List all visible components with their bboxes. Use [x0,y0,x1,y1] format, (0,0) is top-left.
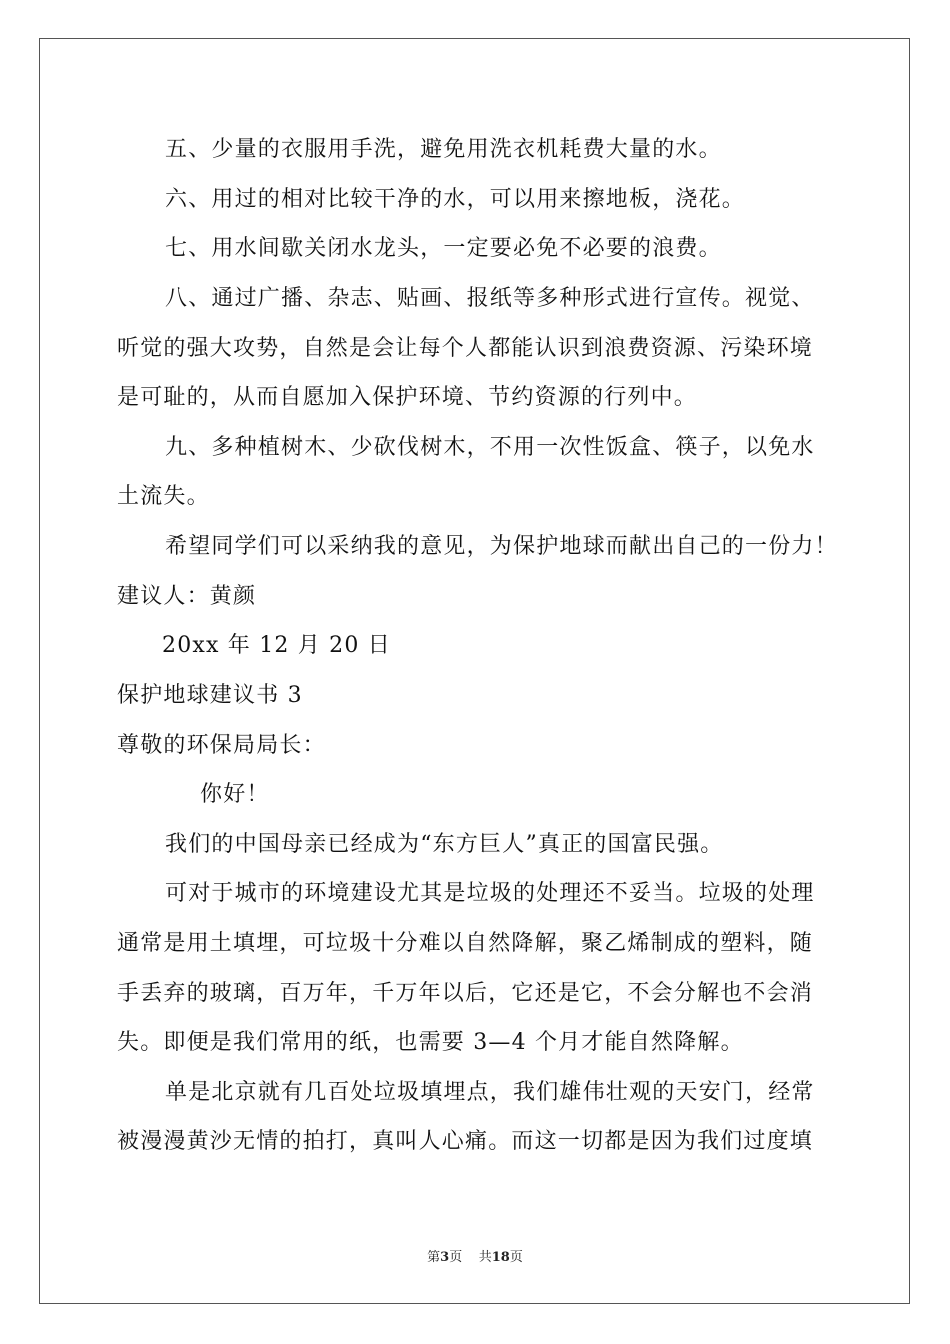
total-prefix: 共 [478,1250,492,1265]
paragraph-line: 我们的中国母亲已经成为“东方巨人”真正的国富民强。 [165,832,724,857]
page-number: 3 [440,1250,450,1265]
paragraph-line: 失。即便是我们常用的纸，也需要 3—4 个月才能自然降解。 [117,1030,744,1055]
paragraph-line: 手丢弃的玻璃，百万年，千万年以后，它还是它，不会分解也不会消 [117,981,814,1006]
paragraph-line: 七、用水间歇关闭水龙头，一定要必免不必要的浪费。 [165,236,722,261]
date-line: 20xx 年 12 月 20 日 [162,633,391,658]
paragraph-line: 单是北京就有几百处垃圾填埋点，我们雄伟壮观的天安门，经常 [165,1080,815,1105]
page-prefix: 第 [427,1250,441,1265]
paragraph-line: 听觉的强大攻势，自然是会让每个人都能认识到浪费资源、污染环境 [117,336,814,361]
paragraph-line: 土流失。 [117,484,210,509]
paragraph-line: 通常是用土填埋，可垃圾十分难以自然降解，聚乙烯制成的塑料，随 [117,931,814,956]
total-pages: 18 [491,1250,510,1265]
total-suffix: 页 [509,1250,523,1265]
paragraph-line: 希望同学们可以采纳我的意见，为保护地球而献出自己的一份力！ [165,534,838,559]
paragraph-line: 八、通过广播、杂志、贴画、报纸等多种形式进行宣传。视觉、 [165,286,815,311]
paragraph-line: 可对于城市的环境建设尤其是垃圾的处理还不妥当。垃圾的处理 [165,881,815,906]
paragraph-line: 五、少量的衣服用手洗，避免用洗衣机耗费大量的水。 [165,137,722,162]
section-title: 保护地球建议书 3 [117,683,303,708]
page-footer [0,1246,950,1265]
salutation: 尊敬的环保局局长： [117,733,326,758]
page-border [39,38,910,1304]
paragraph-line: 是可耻的，从而自愿加入保护环境、节约资源的行列中。 [117,385,698,410]
paragraph-line: 九、多种植树木、少砍伐树木，不用一次性饭盒、筷子，以免水 [165,435,815,460]
greeting: 你好！ [200,782,270,807]
paragraph-line: 六、用过的相对比较干净的水，可以用来擦地板，浇花。 [165,187,746,212]
page-suffix: 页 [449,1250,463,1265]
paragraph-line: 被漫漫黄沙无情的拍打，真叫人心痛。而这一切都是因为我们过度填 [117,1129,814,1154]
signature-line: 建议人：黄颜 [117,584,257,609]
